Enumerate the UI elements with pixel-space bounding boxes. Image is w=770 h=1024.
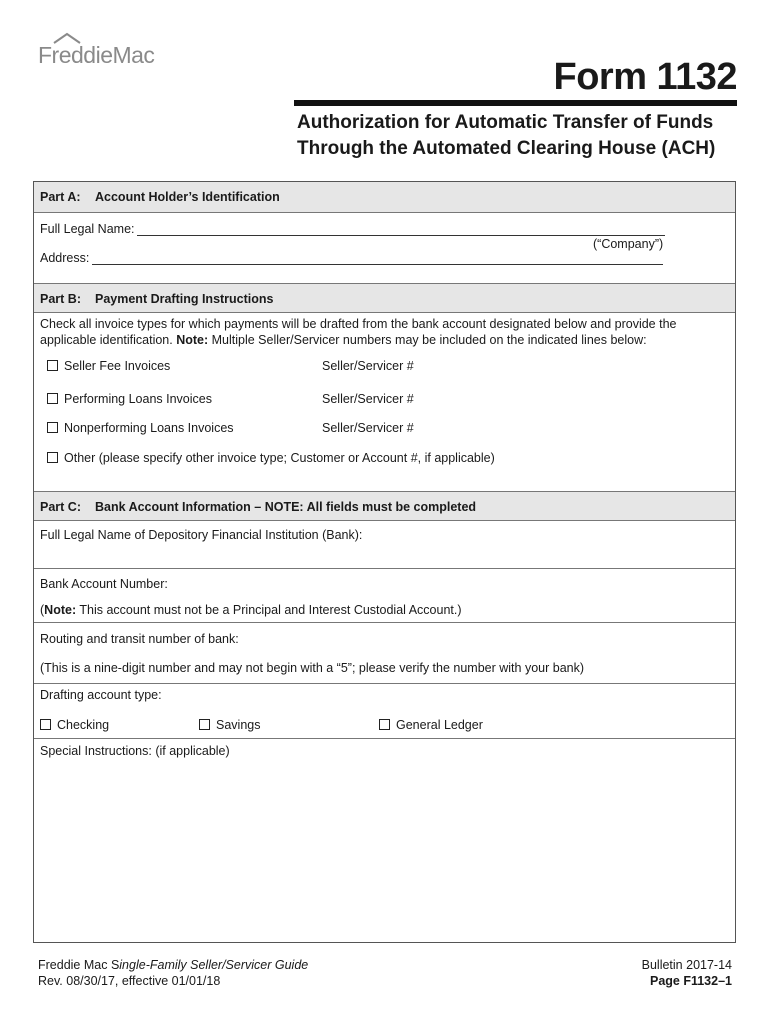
part-a-header bbox=[34, 182, 735, 213]
seller-fee-checkbox[interactable] bbox=[47, 360, 58, 371]
freddie-mac-logo bbox=[38, 32, 178, 68]
title-rule bbox=[294, 100, 737, 106]
revision-date: Rev. 08/30/17, effective 01/01/18 bbox=[38, 974, 221, 988]
form-number: Form 1132 bbox=[553, 56, 737, 98]
routing-number-label: Routing and transit number of bank: bbox=[40, 632, 239, 646]
footer-right bbox=[642, 957, 732, 989]
address-field[interactable] bbox=[92, 264, 663, 265]
invoice-option-other[interactable]: Other (please specify other invoice type; Customer or Account #, if applicable) bbox=[47, 451, 495, 465]
invoice-option-performing-loans[interactable]: Performing Loans Invoices bbox=[47, 392, 212, 406]
part-b-instructions-1: Check all invoice types for which payments will be drafted from the bank account designated below and provide the bbox=[40, 317, 677, 331]
full-legal-name-field[interactable] bbox=[137, 235, 665, 236]
company-note: (“Company”) bbox=[593, 237, 664, 251]
title-line-1: Authorization for Automatic Transfer of Funds bbox=[297, 112, 714, 133]
full-legal-name-label: Full Legal Name: bbox=[40, 222, 135, 236]
performing-loans-servicer-number: Seller/Servicer # bbox=[322, 392, 414, 406]
bank-name-label: Full Legal Name of Depository Financial Institution (Bank): bbox=[40, 528, 363, 542]
divider bbox=[34, 568, 735, 569]
form-body bbox=[33, 181, 736, 943]
divider bbox=[34, 622, 735, 623]
part-b-header bbox=[34, 283, 735, 313]
account-number-label: Bank Account Number: bbox=[40, 577, 168, 591]
divider bbox=[34, 683, 735, 684]
nonperforming-loans-servicer-number: Seller/Servicer # bbox=[322, 421, 414, 435]
footer-left bbox=[38, 957, 308, 989]
routing-number-note: (This is a nine-digit number and may not begin with a “5”; please verify the number with your bank) bbox=[40, 661, 585, 675]
part-a-label: Part A: bbox=[40, 190, 81, 204]
account-type-savings[interactable]: Savings bbox=[199, 718, 260, 732]
title-line-2: Through the Automated Clearing House (ACH) bbox=[297, 138, 716, 159]
account-type-checking[interactable]: Checking bbox=[40, 718, 109, 732]
part-c-label: Part C: bbox=[40, 500, 81, 514]
checking-checkbox[interactable] bbox=[40, 719, 51, 730]
part-c-header bbox=[34, 491, 735, 521]
savings-checkbox[interactable] bbox=[199, 719, 210, 730]
part-b-title: Payment Drafting Instructions bbox=[95, 292, 274, 306]
other-checkbox[interactable] bbox=[47, 452, 58, 463]
general-ledger-checkbox[interactable] bbox=[379, 719, 390, 730]
bulletin-number: Bulletin 2017-14 bbox=[641, 958, 732, 972]
address-label: Address: bbox=[40, 251, 90, 265]
nonperforming-loans-checkbox[interactable] bbox=[47, 422, 58, 433]
form-title bbox=[297, 110, 715, 162]
page-number: Page F1132–1 bbox=[649, 974, 732, 988]
part-a-title: Account Holder’s Identification bbox=[95, 190, 280, 204]
part-b-label: Part B: bbox=[40, 292, 81, 306]
guide-title: Freddie Mac Single-Family Seller/Servicer Guide bbox=[38, 958, 309, 972]
performing-loans-checkbox[interactable] bbox=[47, 393, 58, 404]
seller-fee-servicer-number: Seller/Servicer # bbox=[322, 359, 414, 373]
special-instructions-label: Special Instructions: (if applicable) bbox=[40, 744, 230, 758]
divider bbox=[34, 738, 735, 739]
invoice-option-seller-fee[interactable]: Seller Fee Invoices bbox=[47, 359, 170, 373]
account-type-general-ledger[interactable]: General Ledger bbox=[379, 718, 483, 732]
part-c-title: Bank Account Information – NOTE: All fields must be completed bbox=[95, 500, 477, 514]
logo-text: FreddieMac bbox=[38, 42, 155, 68]
invoice-option-nonperforming-loans[interactable]: Nonperforming Loans Invoices bbox=[47, 421, 234, 435]
part-b-instructions-2: applicable identification. Note: Multiple Seller/Servicer numbers may be included on the indicated lines below: bbox=[40, 333, 647, 347]
account-number-note: (Note: This account must not be a Principal and Interest Custodial Account.) bbox=[40, 603, 462, 617]
drafting-account-type-label: Drafting account type: bbox=[40, 688, 162, 702]
